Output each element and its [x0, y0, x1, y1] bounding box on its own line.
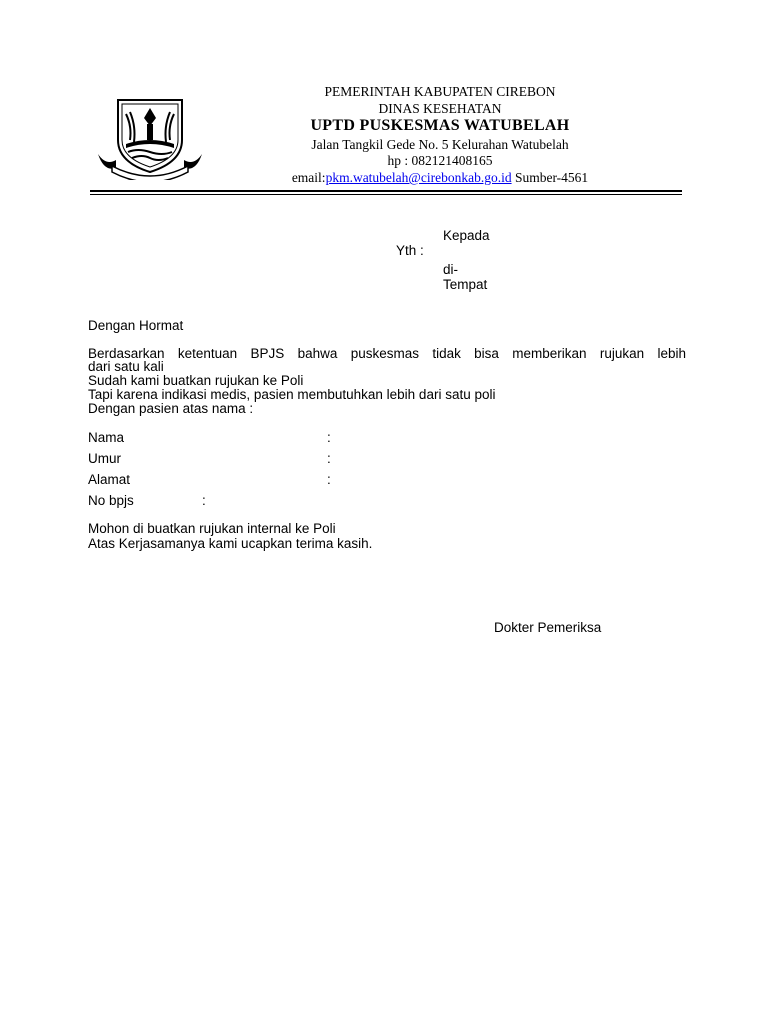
recipient-di: di-: [443, 262, 459, 277]
recipient-kepada: Kepada: [443, 228, 490, 243]
closing-request: Mohon di buatkan rujukan internal ke Poli: [88, 521, 336, 536]
field-umur-colon: :: [327, 451, 331, 466]
letterhead-address: Jalan Tangkil Gede No. 5 Kelurahan Watubelah: [311, 137, 569, 152]
field-alamat-label: Alamat: [88, 472, 131, 487]
recipient-tempat: Tempat: [443, 277, 488, 292]
field-nobpjs-colon: :: [202, 493, 206, 508]
letterhead-rule-thick: [90, 190, 682, 192]
body-line-pasien: Dengan pasien atas nama :: [88, 401, 254, 416]
greeting: Dengan Hormat: [88, 318, 184, 333]
body-line-indikasi: Tapi karena indikasi medis, pasien membutuhkan lebih dari satu poli: [88, 387, 496, 402]
body-line-rujukan: Sudah kami buatkan rujukan ke Poli: [88, 373, 304, 388]
body-paragraph-line2: dari satu kali: [88, 359, 164, 374]
letterhead-rule-thin: [90, 194, 682, 195]
letterhead-government: PEMERINTAH KABUPATEN CIREBON: [324, 84, 556, 99]
recipient-yth: Yth :: [396, 243, 424, 258]
body-paragraph-line1: Berdasarkan ketentuan BPJS bahwa puskesmas tidak bisa memberikan rujukan lebih: [88, 346, 686, 361]
closing-thanks: Atas Kerjasamanya kami ucapkan terima kasih.: [88, 536, 373, 551]
email-label: email:: [291, 170, 326, 185]
signature-title: Dokter Pemeriksa: [494, 620, 602, 635]
email-suffix: Sumber-4561: [511, 170, 589, 185]
email-link[interactable]: pkm.watubelah@cirebonkab.go.id: [325, 170, 512, 185]
field-nama-colon: :: [327, 430, 331, 445]
letterhead-title: UPTD PUSKESMAS WATUBELAH: [310, 117, 570, 134]
letterhead-email-line: [200, 170, 680, 186]
field-nobpjs-label: No bpjs: [88, 493, 134, 508]
field-nama-label: Nama: [88, 430, 125, 445]
field-umur-label: Umur: [88, 451, 121, 466]
cirebon-regency-logo: [96, 96, 204, 180]
letterhead-phone: hp : 082121408165: [387, 153, 493, 168]
field-alamat-colon: :: [327, 472, 331, 487]
letterhead-agency: DINAS KESEHATAN: [378, 101, 502, 116]
